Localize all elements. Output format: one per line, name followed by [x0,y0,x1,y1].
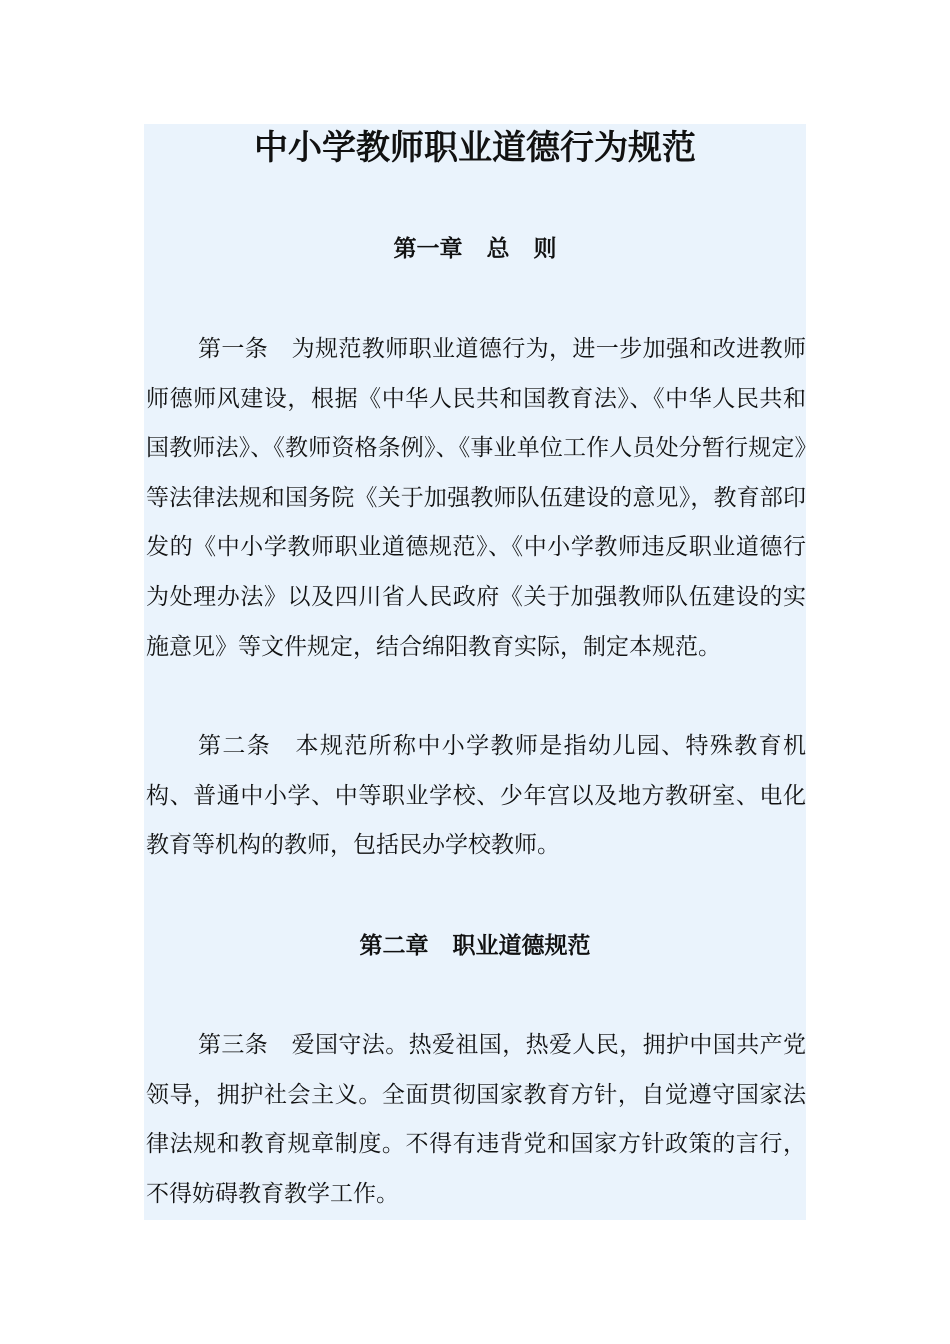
article-number: 第三条 [198,1032,292,1058]
chapter-heading-1: 第一章 总 则 [393,236,557,262]
article-paragraph-2 [146,722,806,871]
article-number: 第一条 [198,336,292,362]
chapter-heading-2: 第二章 职业道德规范 [359,933,591,959]
article-text: 为规范教师职业道德行为，进一步加强和改进教师师德师风建设，根据《中华人民共和国教育法》、《中华人民共和国教师法》、《教师资格条例》、《事业单位工作人员处分暂行规定》等法律法规和国务院《关于加强教师队伍建设的意见》，教育部印发的《中小学教师职业道德规范》、《中小学教师违反职业道德行为处理办法》以及四川省人民政府《关于加强教师队伍建设的实施意见》等文件规定，结合绵阳教育实际，制定本规范。 [146,336,807,660]
article-text: 本规范所称中小学教师是指幼儿园、特殊教育机构、普通中小学、中等职业学校、少年宫以及地方教研室、电化教育等机构的教师，包括民办学校教师。 [146,733,806,859]
document-title: 中小学教师职业道德行为规范 [254,128,696,168]
article-text: 爱国守法。热爱祖国，热爱人民，拥护中国共产党领导，拥护社会主义。全面贯彻国家教育方针，自觉遵守国家法律法规和教育规章制度。不得有违背党和国家方针政策的言行，不得妨碍教育教学工作。 [146,1032,807,1207]
article-paragraph-3 [146,1021,806,1219]
article-paragraph-1 [146,325,806,672]
article-number: 第二条 [198,733,296,759]
